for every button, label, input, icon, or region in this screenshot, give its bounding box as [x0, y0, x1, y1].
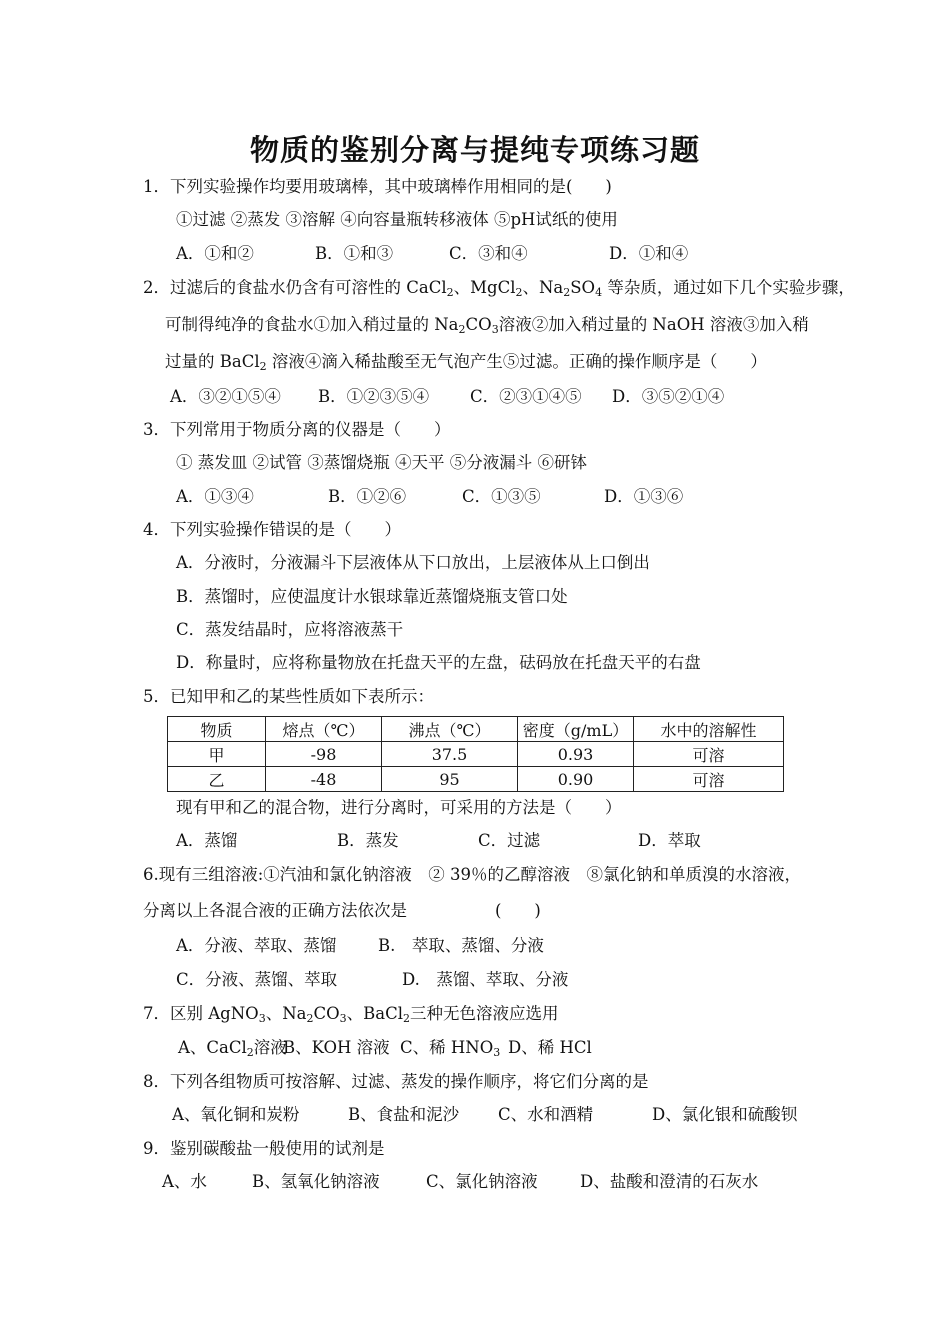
table-row [168, 742, 784, 767]
option-a: A、水 [162, 1172, 207, 1191]
option-a: A．分液时，分液漏斗下层液体从下口放出，上层液体从上口倒出 [176, 553, 650, 572]
option-d: D、盐酸和澄清的石灰水 [580, 1172, 759, 1191]
option-b: B、食盐和泥沙 [348, 1105, 460, 1124]
option-a: A．分液、萃取、蒸馏 [176, 936, 337, 955]
question-3-stem: 3．下列常用于物质分离的仪器是（ ） [143, 420, 451, 439]
option-c: C．过滤 [478, 831, 541, 850]
option-a: A．③②①⑤④ [170, 387, 281, 406]
answer-bracket: ( ) [495, 901, 541, 920]
table-header: 物质 [168, 717, 266, 742]
option-c: C．蒸发结晶时，应将溶液蒸干 [176, 620, 404, 639]
option-d: D．①③⑥ [604, 487, 684, 506]
question-5-stem: 5．已知甲和乙的某些性质如下表所示： [143, 687, 434, 706]
table-header: 熔点（℃） [266, 717, 382, 742]
option-c: C、水和酒精 [498, 1105, 594, 1124]
option-b: B．①和③ [315, 244, 394, 263]
table-header: 密度（g/mL） [518, 717, 634, 742]
question-7-stem: 7．区别 AgNO$_3$、$Na_2CO_3$、BaCl$_2$三种无色溶液应选用 [143, 1004, 559, 1025]
option-c: C．分液、蒸馏、萃取 [176, 970, 338, 989]
option-a: A、氧化铜和炭粉 [172, 1105, 300, 1124]
table-cell: -48 [266, 767, 382, 792]
table-header-row [168, 717, 784, 742]
question-6-line-2: 分离以上各混合液的正确方法依次是 [143, 901, 407, 920]
question-2-line-1: 2．过滤后的食盐水仍含有可溶性的 CaCl$_2$、MgCl$_2$、$Na_2SO_4$ 等杂质，通过如下几个实验步骤， [143, 278, 855, 299]
table-cell: 37.5 [382, 742, 518, 767]
option-b: B．①②③⑤④ [318, 387, 430, 406]
option-c: C．②③①④⑤ [470, 387, 582, 406]
question-3-items: ① 蒸发皿 ②试管 ③蒸馏烧瓶 ④天平 ⑤分液漏斗 ⑥研钵 [176, 453, 587, 472]
option-a: A．①和② [176, 244, 254, 263]
option-a: A．蒸馏 [176, 831, 238, 850]
table-header: 沸点（℃） [382, 717, 518, 742]
question-1-stem: 1．下列实验操作均要用玻璃棒，其中玻璃棒作用相同的是( ) [143, 177, 612, 196]
properties-table [167, 716, 784, 792]
question-2-line-2: 可制得纯净的食盐水①加入稍过量的 $Na_2CO_3$溶液②加入稍过量的 NaOH 溶液③加入稍 [165, 315, 809, 336]
option-b: B. 萃取、蒸馏、分液 [378, 936, 544, 955]
option-c: C、氯化钠溶液 [426, 1172, 538, 1191]
option-c: C．①③⑤ [462, 487, 541, 506]
question-8-stem: 8．下列各组物质可按溶解、过滤、蒸发的操作顺序，将它们分离的是 [143, 1072, 649, 1091]
option-d: D．③⑤②①④ [612, 387, 725, 406]
table-cell: -98 [266, 742, 382, 767]
table-cell: 0.90 [518, 767, 634, 792]
option-b: B．①②⑥ [328, 487, 407, 506]
table-header: 水中的溶解性 [634, 717, 784, 742]
option-a: A、CaCl$_2$溶液 [178, 1038, 287, 1059]
table-cell: 可溶 [634, 742, 784, 767]
option-d: D、稀 HCl [508, 1038, 592, 1057]
table-cell: 甲 [168, 742, 266, 767]
table-cell: 乙 [168, 767, 266, 792]
page-title: 物质的鉴别分离与提纯专项练习题 [249, 133, 700, 167]
option-b: B．蒸馏时，应使温度计水银球靠近蒸馏烧瓶支管口处 [176, 587, 568, 606]
option-d: D．萃取 [638, 831, 701, 850]
table-cell: 95 [382, 767, 518, 792]
table-row [168, 767, 784, 792]
question-1-items: ①过滤 ②蒸发 ③溶解 ④向容量瓶转移液体 ⑤pH试纸的使用 [176, 210, 618, 229]
option-b: B、KOH 溶液 [283, 1038, 390, 1057]
question-5-followup: 现有甲和乙的混合物，进行分离时，可采用的方法是（ ） [176, 798, 622, 817]
option-c: C、稀 $HNO_3$ [400, 1038, 501, 1059]
option-b: B、氢氧化钠溶液 [252, 1172, 380, 1191]
option-b: B．蒸发 [337, 831, 399, 850]
question-4-stem: 4．下列实验操作错误的是（ ） [143, 520, 401, 539]
question-2-line-3: 过量的 BaCl$_2$ 溶液④滴入稀盐酸至无气泡产生⑤过滤。正确的操作顺序是（ ） [165, 352, 767, 373]
table-cell: 0.93 [518, 742, 634, 767]
option-a: A．①③④ [176, 487, 254, 506]
table-cell: 可溶 [634, 767, 784, 792]
question-9-stem: 9．鉴别碳酸盐一般使用的试剂是 [143, 1139, 385, 1158]
option-d: D．①和④ [609, 244, 689, 263]
option-d: D. 蒸馏、萃取、分液 [402, 970, 569, 989]
option-c: C．③和④ [449, 244, 528, 263]
question-6-line-1: 6.现有三组溶液:①汽油和氯化钠溶液 ② 39％的乙醇溶液 ⑧氯化钠和单质溴的水溶液， [143, 865, 802, 884]
option-d: D、氯化银和硫酸钡 [652, 1105, 798, 1124]
option-d: D．称量时，应将称量物放在托盘天平的左盘，砝码放在托盘天平的右盘 [176, 653, 701, 672]
